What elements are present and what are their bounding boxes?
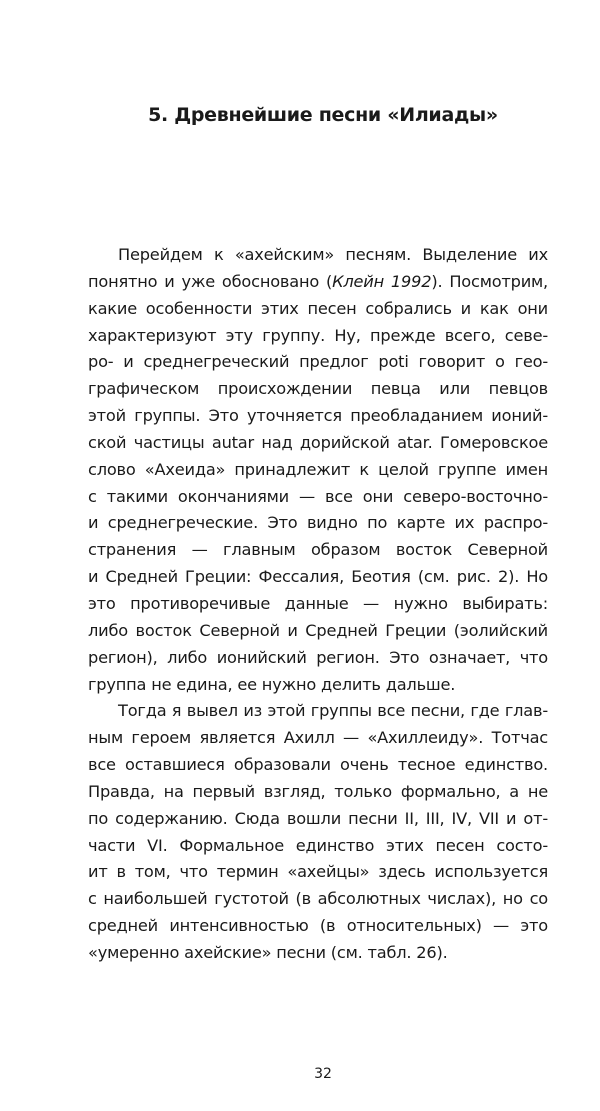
text-line: регион), либо ионийский регион. Это означает, что [88, 647, 548, 667]
text-segment: ). Посмотрим, [431, 271, 549, 291]
text-line: по содержанию. Сюда вошли песни II, III, IV, VII и от- [88, 808, 548, 828]
text-line: ской частицы autar над дорийской atar. Гомеровское [88, 432, 548, 452]
citation: Клейн 1992 [332, 271, 432, 291]
text-line: слово «Ахеида» принадлежит к целой группе имен [88, 459, 548, 479]
text-line: «умеренно ахейские» песни (см. табл. 26). [88, 942, 448, 962]
body-text [88, 242, 548, 967]
text-line: средней интенсивностью (в относительных) — это [88, 916, 548, 936]
text-segment: понятно и уже обосновано ( [88, 271, 333, 291]
text-line: и Средней Греции: Фессалия, Беотия (см. рис. 2). Но [88, 567, 548, 587]
page-number: 32 [314, 1066, 332, 1082]
text-line [88, 269, 548, 296]
text-line: части VI. Формальное единство этих песен состо- [88, 835, 548, 855]
text-line: Тогда я вывел из этой группы все песни, где глав- [118, 701, 548, 721]
text-line: с наибольшей густотой (в абсолютных числах), но со [88, 889, 548, 909]
text-line: этой группы. Это уточняется преобладанием ионий- [88, 406, 548, 426]
text-line: какие особенности этих песен собрались и как они [88, 298, 548, 318]
text-line: графическом происхождении певца или певцов [88, 379, 548, 399]
text-line: с такими окончаниями — все они северо-восточно- [88, 486, 548, 506]
text-line: группа не едина, ее нужно делить дальше. [88, 674, 456, 694]
text-line: характеризуют эту группу. Ну, прежде всего, севе- [88, 325, 548, 345]
text-line: и среднегреческие. Это видно по карте их распро- [88, 513, 548, 533]
text-line: Перейдем к «ахейским» песням. Выделение их [118, 245, 548, 264]
text-line: либо восток Северной и Средней Греции (эолийский [88, 620, 548, 640]
text-line: все оставшиеся образовали очень тесное единство. [88, 755, 548, 775]
text-line: ным героем является Ахилл — «Ахиллеиду». Тотчас [88, 728, 548, 748]
text-line: Правда, на первый взгляд, только формально, а не [88, 781, 548, 801]
text-line: ро- и среднегреческий предлог poti говорит о гео- [88, 352, 548, 372]
text-line: это противоречивые данные — нужно выбирать: [88, 593, 548, 613]
text-line: ит в том, что термин «ахейцы» здесь используется [88, 862, 548, 882]
text-line: странения — главным образом восток Северной [88, 540, 548, 560]
chapter-title: 5. Древнейшие песни «Илиады» [148, 104, 498, 126]
